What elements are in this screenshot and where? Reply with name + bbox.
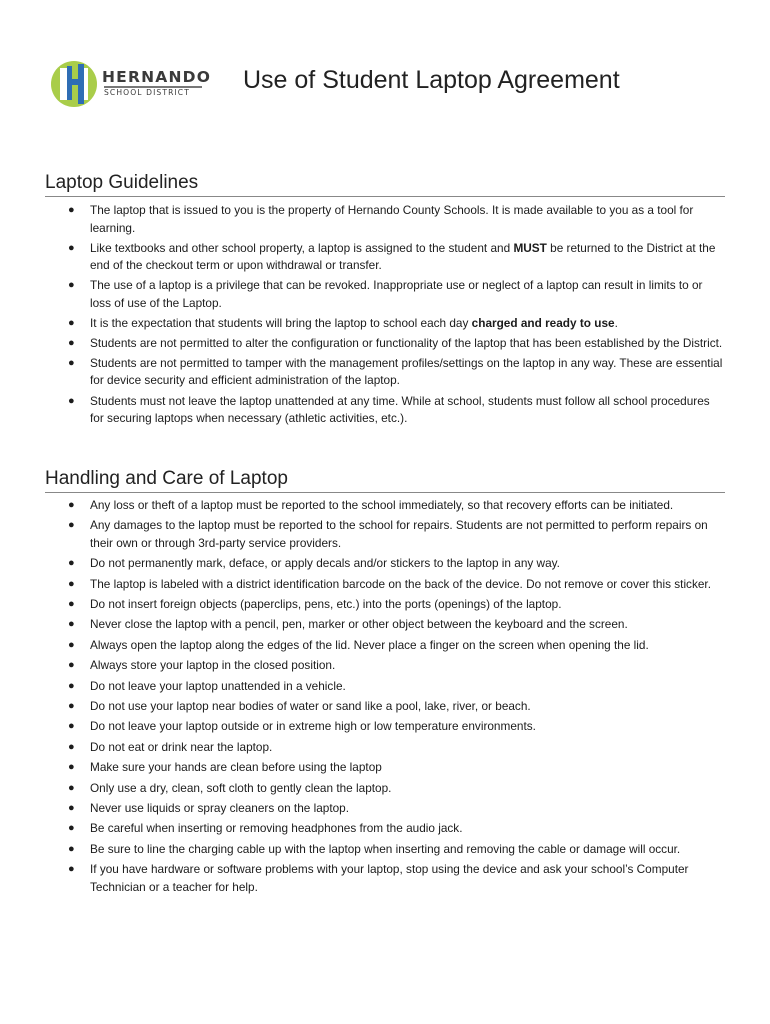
bullet-icon: ● bbox=[68, 618, 75, 631]
list-item: ● Do not insert foreign objects (paperclips, pens, etc.) into the ports (openings) of the laptop. bbox=[45, 596, 725, 614]
list-item: ● Never close the laptop with a pencil, pen, marker or other object between the keyboard and the screen. bbox=[45, 616, 725, 634]
bullet-icon: ● bbox=[68, 499, 75, 511]
list-item: ● Do not leave your laptop outside or in extreme high or low temperature environments. bbox=[45, 718, 725, 736]
bullet-icon: ● bbox=[68, 336, 75, 349]
logo-subtitle: SCHOOL DISTRICT bbox=[104, 88, 190, 97]
bullet-icon: ● bbox=[68, 394, 75, 407]
bullet-icon: ● bbox=[68, 659, 75, 672]
bullet-icon: ● bbox=[68, 598, 75, 611]
bullet-icon: ● bbox=[68, 316, 75, 329]
list-item: ● Only use a dry, clean, soft cloth to gently clean the laptop. bbox=[45, 780, 725, 798]
list-item: ● Do not permanently mark, deface, or apply decals and/or stickers to the laptop in any way. bbox=[45, 555, 725, 573]
bullet-icon: ● bbox=[68, 700, 75, 713]
bullet-icon: ● bbox=[68, 519, 75, 532]
list-item: ● Be sure to line the charging cable up with the laptop when inserting and removing the cable or damage will occur. bbox=[45, 841, 725, 859]
list-item: ● If you have hardware or software problems with your laptop, stop using the device and ask your school’s Computer Technician or a teacher for help. bbox=[68, 862, 689, 894]
list-item: ● Students must not leave the laptop unattended at any time. While at school, students must follow all school procedures for securing laptops when necessary (athletic activities, etc.). bbox=[68, 393, 710, 426]
bullet-icon: ● bbox=[68, 638, 75, 651]
district-logo bbox=[50, 58, 210, 114]
bullet-icon: ● bbox=[68, 241, 75, 254]
bullet-icon: ● bbox=[68, 842, 75, 855]
list-item: ● Like textbooks and other school property, a laptop is assigned to the student and MUST be returned to the District at the end of the checkout term or upon withdrawal or transfer. bbox=[68, 240, 716, 273]
list-item: ● Do not eat or drink near the laptop. bbox=[45, 739, 725, 757]
section-handling-and-care bbox=[45, 468, 725, 899]
list-item: ● Do not leave your laptop unattended in a vehicle. bbox=[45, 678, 725, 696]
section-heading: Handling and Care of Laptop bbox=[45, 468, 725, 493]
section-laptop-guidelines bbox=[45, 172, 725, 430]
care-list bbox=[45, 497, 725, 896]
list-item: ● Students are not permitted to alter the configuration or functionality of the laptop that has been established by the District. bbox=[45, 335, 725, 353]
list-item: ● Always store your laptop in the closed position. bbox=[45, 657, 725, 675]
bullet-icon: ● bbox=[68, 761, 75, 774]
list-item: ● The laptop that is issued to you is the property of Hernando County Schools. It is made available to you as a tool for learning. bbox=[68, 203, 694, 235]
logo-wordmark: HERNANDO bbox=[102, 68, 212, 86]
section-heading: Laptop Guidelines bbox=[45, 172, 725, 197]
bullet-icon: ● bbox=[68, 577, 75, 590]
list-item: ● Make sure your hands are clean before using the laptop bbox=[45, 759, 725, 777]
list-item: ● Students are not permitted to tamper with the management profiles/settings on the laptop in any way. These are essential for device security and efficient administration of the laptop. bbox=[68, 355, 723, 388]
bullet-icon: ● bbox=[68, 781, 75, 794]
list-item: ● Do not use your laptop near bodies of water or sand like a pool, lake, river, or beach. bbox=[45, 698, 725, 716]
list-item: ● The use of a laptop is a privilege that can be revoked. Inappropriate use or neglect of a laptop can result in limits to or loss of use of the Laptop. bbox=[68, 278, 703, 310]
district-logo-icon bbox=[50, 58, 100, 110]
bullet-icon: ● bbox=[68, 740, 75, 753]
bullet-icon: ● bbox=[68, 863, 75, 876]
bullet-icon: ● bbox=[68, 801, 75, 814]
list-item: ● The laptop is labeled with a district identification barcode on the back of the device. Do not remove or cover this sticker. bbox=[45, 576, 725, 594]
bullet-icon: ● bbox=[68, 720, 75, 733]
bullet-icon: ● bbox=[68, 557, 75, 570]
document-header bbox=[50, 58, 740, 116]
list-item: ● Be careful when inserting or removing headphones from the audio jack. bbox=[45, 820, 725, 838]
list-item: ● It is the expectation that students will bring the laptop to school each day charged and ready to use. bbox=[45, 315, 725, 333]
list-item: ● Any damages to the laptop must be reported to the school for repairs. Students are not permitted to perform repairs on their own or through 3rd-party service providers. bbox=[68, 518, 708, 550]
bullet-icon: ● bbox=[68, 279, 75, 292]
bullet-icon: ● bbox=[68, 356, 75, 369]
list-item: ● Always open the laptop along the edges of the lid. Never place a finger on the screen when opening the lid. bbox=[45, 637, 725, 655]
list-item: ● Never use liquids or spray cleaners on the laptop. bbox=[45, 800, 725, 818]
list-item: ● Any loss or theft of a laptop must be reported to the school immediately, so that recovery efforts can be initiated. bbox=[45, 497, 725, 515]
guidelines-list bbox=[45, 202, 725, 428]
page-title: Use of Student Laptop Agreement bbox=[243, 66, 620, 94]
bullet-icon: ● bbox=[68, 204, 75, 216]
bullet-icon: ● bbox=[68, 679, 75, 692]
bullet-icon: ● bbox=[68, 822, 75, 835]
